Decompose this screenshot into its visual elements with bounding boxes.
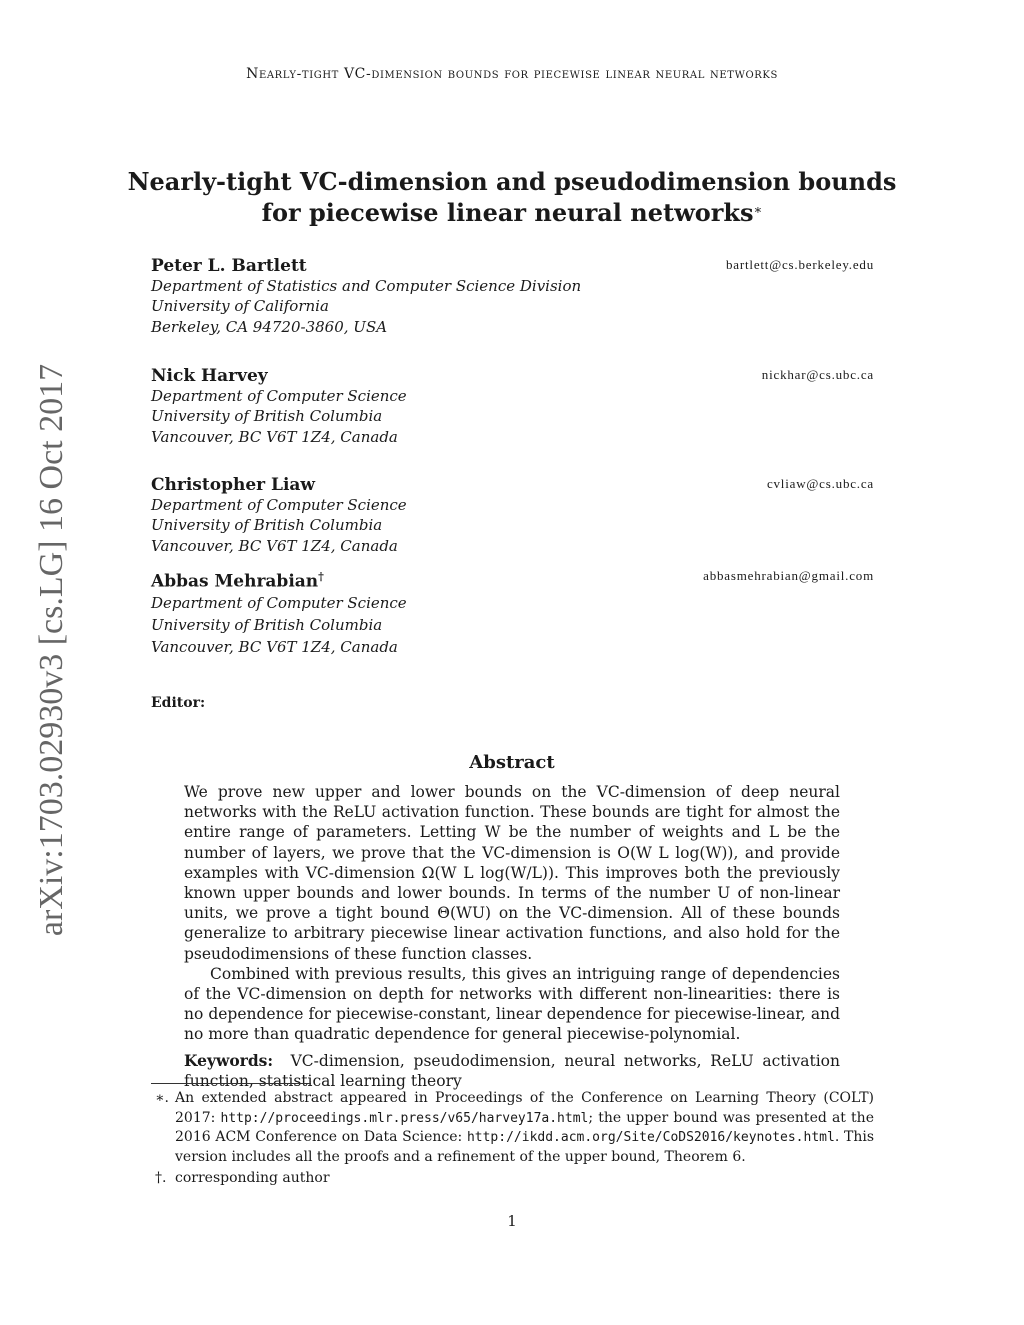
author-email[interactable]: bartlett@cs.berkeley.edu (726, 257, 874, 272)
arxiv-stamp: arXiv:1703.02930v3 [cs.LG] 16 Oct 2017 (33, 363, 70, 937)
footnote-text: ; the upper bound was presented at the 2016 ACM Conference on Data Science: (175, 1109, 874, 1145)
running-head: Nearly-tight VC-dimension bounds for piecewise linear neural networks (246, 66, 778, 82)
title-line-1: Nearly-tight VC-dimension and pseudodimension bounds (127, 167, 897, 196)
affiliation-line: Vancouver, BC V6T 1Z4, Canada (151, 637, 398, 656)
author-email[interactable]: nickhar@cs.ubc.ca (761, 367, 874, 382)
footnote-mark: ∗. (155, 1090, 169, 1106)
abstract-body (184, 782, 840, 1091)
affiliation-line: Vancouver, BC V6T 1Z4, Canada (151, 536, 398, 555)
page-number: 1 (507, 1212, 517, 1230)
author-name: Peter L. Bartlett (151, 256, 307, 276)
footnote-rule (151, 1083, 311, 1084)
author-email[interactable]: abbasmehrabian@gmail.com (703, 568, 874, 583)
footnote-text: . This version includes all the proofs and a refinement of the upper bound, Theorem 6. (175, 1129, 875, 1165)
title-footnote-mark: ∗ (753, 203, 763, 218)
footnote-link-colt[interactable]: http://proceedings.mlr.press/v65/harvey17a.html (220, 1110, 589, 1126)
keywords (184, 1051, 840, 1091)
author-name: Abbas Mehrabian† (151, 570, 324, 592)
title-line-2-text: for piecewise linear neural networks (261, 198, 754, 227)
author-block-harvey (151, 366, 874, 447)
abstract-heading: Abstract (469, 752, 555, 773)
footnote-2 (151, 1169, 874, 1189)
affiliation-line: University of British Columbia (151, 516, 383, 535)
title-line-2 (0, 197, 1024, 228)
footnote-text: An extended abstract appeared in Proceedings of the Conference on Learning Theory (COLT) 2017: (175, 1090, 874, 1126)
footnote-mark: †. (155, 1170, 167, 1186)
affiliation-line: University of California (151, 297, 329, 316)
footnote-link-cods[interactable]: http://ikdd.acm.org/Site/CoDS2016/keynotes.html (466, 1130, 835, 1145)
author-block-bartlett (151, 256, 874, 337)
affiliation-line: Department of Computer Science (151, 496, 407, 514)
footnote-text: corresponding author (175, 1170, 330, 1186)
abstract-paragraph-1: We prove new upper and lower bounds on the VC-dimension of deep neural networks with the ReLU activation function. These bounds are tight for almost the entire range of parameters. Letting W be the number of weights and L be the number of layers, we prove that the VC-dimension is O(W L log(W)), and provide examples with VC-dimension Ω(W L log(W/L)). This improves both the previously known upper bounds and lower bounds. In terms of the number U of non-linear units, we prove a tight bound Θ(WU) on the VC-dimension. All of these bounds generalize to arbitrary piecewise linear activation functions, and also hold for the pseudodimensions of these function classes. (184, 783, 840, 963)
footnote-1 (151, 1089, 874, 1167)
affiliation-line: University of British Columbia (151, 615, 383, 634)
affiliation-line: Department of Computer Science (151, 593, 407, 612)
author-email[interactable]: cvliaw@cs.ubc.ca (766, 476, 874, 491)
author-affiliation (151, 495, 874, 556)
footnotes (151, 1089, 874, 1189)
keywords-list: VC-dimension, pseudodimension, neural networks, ReLU activation function, statistical learning theory (184, 1051, 840, 1090)
keywords-label: Keywords: (184, 1050, 274, 1070)
affiliation-line: Vancouver, BC V6T 1Z4, Canada (151, 427, 398, 446)
author-block-liaw (151, 475, 874, 556)
editor-label: Editor: (151, 695, 206, 711)
affiliation-line: Department of Statistics and Computer Science Division (151, 277, 582, 295)
author-name: Nick Harvey (151, 366, 268, 386)
affiliation-line: University of British Columbia (151, 407, 383, 426)
author-affiliation (151, 386, 874, 447)
author-block-mehrabian (151, 567, 874, 658)
affiliation-line: Berkeley, CA 94720-3860, USA (151, 317, 388, 336)
author-affiliation (151, 592, 874, 658)
paper-title (0, 166, 1024, 228)
author-name: Christopher Liaw (151, 475, 316, 495)
author-affiliation (151, 276, 874, 337)
affiliation-line: Department of Computer Science (151, 387, 407, 405)
author-footnote-mark: † (318, 570, 324, 583)
abstract-paragraph-2: Combined with previous results, this gives an intriguing range of dependencies of the VC-dimension on depth for networks with different non-linearities: there is no dependence for piecewise-constant, linear dependence for piecewise-linear, and no more than quadratic dependence for general piecewise-polynomial. (184, 964, 840, 1044)
